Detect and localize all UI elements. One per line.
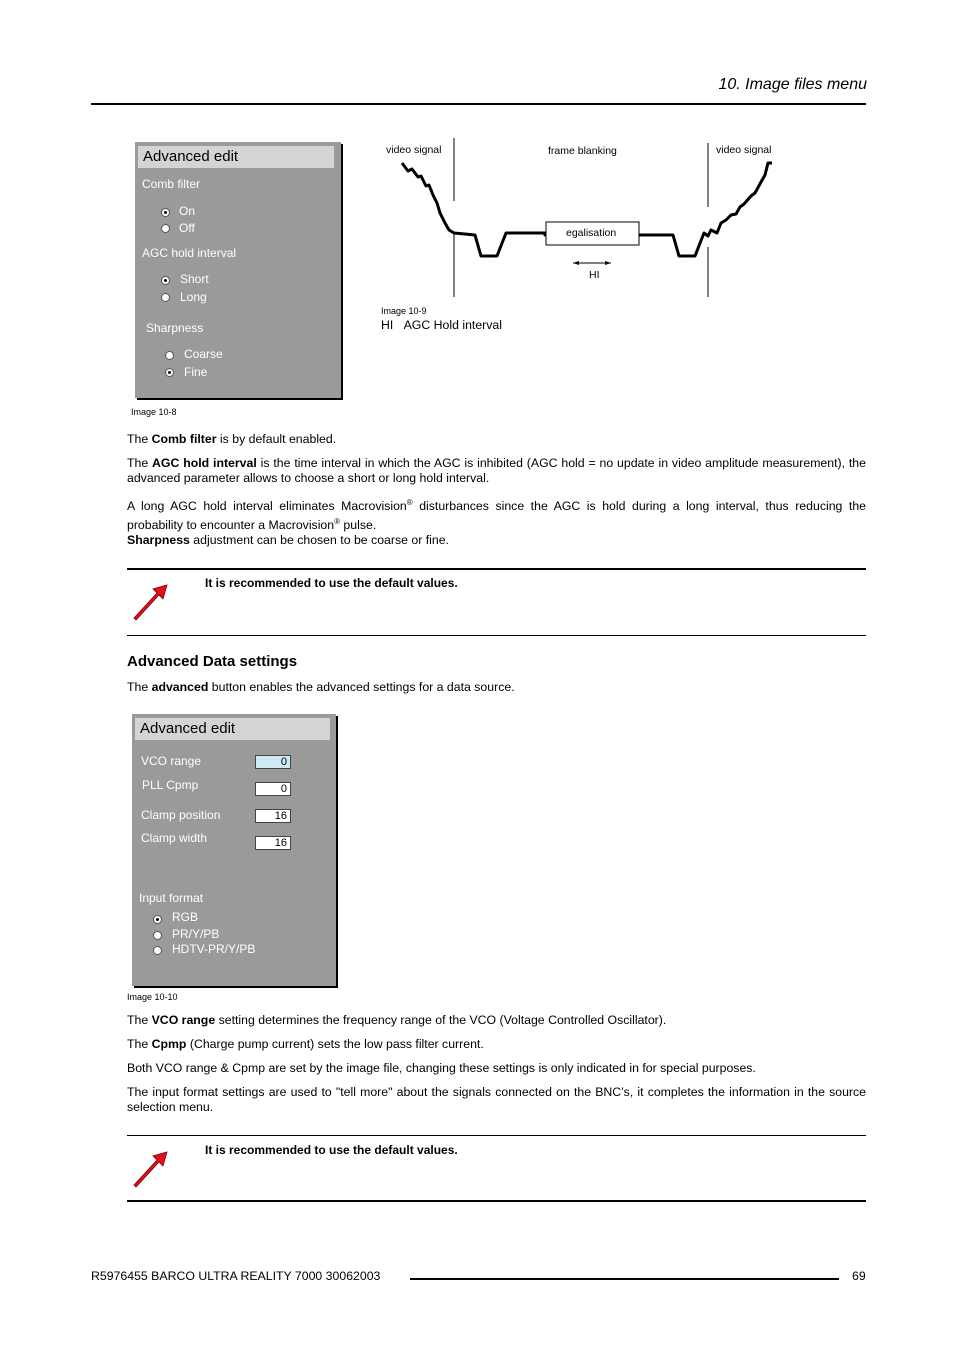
frame-blanking-label: frame blanking xyxy=(548,145,617,157)
egalisation-label: egalisation xyxy=(566,227,617,239)
legend-key: HI xyxy=(381,318,394,332)
video-signal-left-label: video signal xyxy=(386,144,442,156)
note1-text: It is recommended to use the default values. xyxy=(205,576,458,590)
menu-title: Advanced edit xyxy=(138,146,334,168)
video-signal-right-label: video signal xyxy=(716,144,772,156)
comb-filter-off-radio[interactable] xyxy=(161,224,170,233)
pll-cpmp-label: PLL Cpmp xyxy=(142,778,199,792)
footer-doc-id: R5976455 BARCO ULTRA REALITY 7000 30062003 xyxy=(91,1269,381,1283)
sharpness-coarse-label: Coarse xyxy=(184,347,223,361)
input-format-hdtv-radio[interactable] xyxy=(153,946,162,955)
both-settings-paragraph: Both VCO range & Cpmp are set by the image file, changing these settings is only indicated in for special purposes. xyxy=(127,1061,756,1075)
image-caption-10-9: Image 10-9 xyxy=(381,306,427,316)
legend-text: AGC Hold interval xyxy=(403,318,502,332)
agc-hold-label: AGC hold interval xyxy=(142,246,237,260)
comb-filter-on-label: On xyxy=(179,204,196,218)
image-caption-10-8: Image 10-8 xyxy=(131,407,177,417)
note2-bottom-rule xyxy=(127,1200,866,1202)
vco-range-label: VCO range xyxy=(141,754,202,768)
input-format-pr-y-pb-radio[interactable] xyxy=(153,931,162,940)
pll-cpmp-field[interactable]: 0 xyxy=(255,782,291,796)
hi-label: HI xyxy=(589,269,600,281)
hi-arrow-head-right xyxy=(605,261,611,265)
cpmp-paragraph: The Cpmp (Charge pump current) sets the low pass filter current. xyxy=(127,1037,484,1051)
comb-filter-on-radio[interactable] xyxy=(161,208,170,217)
page-number: 69 xyxy=(852,1269,866,1283)
comb-filter-off-label: Off xyxy=(179,221,195,235)
advanced-intro-paragraph: The advanced button enables the advanced settings for a data source. xyxy=(127,680,515,694)
clamp-width-label: Clamp width xyxy=(141,831,208,845)
note1-top-rule xyxy=(127,568,866,570)
comb-filter-label: Comb filter xyxy=(142,177,201,191)
clamp-width-field[interactable]: 16 xyxy=(255,836,291,850)
note-arrow-icon xyxy=(131,583,169,621)
vco-range-field[interactable]: 0 xyxy=(255,755,291,769)
agc-hold-paragraph: The AGC hold interval is the time interval in which the AGC is inhibited (AGC hold = no update in video amplitude measurement), the advanced parameter allows to choose a short or long hold interval. xyxy=(127,456,866,485)
input-format-label: Input format xyxy=(139,891,204,905)
advanced-edit-menu-video xyxy=(135,142,341,398)
hi-arrow-head-left xyxy=(573,261,579,265)
clamp-position-field[interactable]: 16 xyxy=(255,809,291,823)
comb-filter-paragraph: The Comb filter is by default enabled. xyxy=(127,432,337,446)
clamp-position-label: Clamp position xyxy=(141,808,221,822)
vco-range-paragraph: The VCO range setting determines the frequency range of the VCO (Voltage Controlled Oscillator). xyxy=(127,1013,667,1027)
agc-long-label: Long xyxy=(180,290,207,304)
agc-long-radio[interactable] xyxy=(161,293,170,302)
sharpness-fine-radio[interactable] xyxy=(165,368,174,377)
header-rule xyxy=(91,103,866,105)
note1-bottom-rule xyxy=(127,635,866,636)
macrovision-paragraph: A long AGC hold interval eliminates Macrovision® disturbances since the AGC is hold during a long interval, thus reducing the probability to encounter a Macrovision® pulse. xyxy=(127,498,866,533)
note2-top-rule xyxy=(127,1135,866,1136)
diagram-legend xyxy=(381,318,502,332)
section-title: Advanced Data settings xyxy=(127,653,298,670)
input-format-pr-y-pb-label: PR/Y/PB xyxy=(172,927,220,941)
agc-short-radio[interactable] xyxy=(161,276,170,285)
footer-rule xyxy=(410,1278,839,1280)
sharpness-paragraph: Sharpness adjustment can be chosen to be coarse or fine. xyxy=(127,533,449,547)
sharpness-label: Sharpness xyxy=(146,321,204,335)
note-arrow-icon xyxy=(131,1150,169,1188)
sharpness-fine-label: Fine xyxy=(184,365,208,379)
agc-short-label: Short xyxy=(180,272,209,286)
menu-title: Advanced edit xyxy=(135,718,330,740)
input-format-rgb-label: RGB xyxy=(172,910,199,924)
input-format-rgb-radio[interactable] xyxy=(153,915,162,924)
input-format-paragraph: The input format settings are used to "tell more" about the signals connected on the BNC’s, it completes the information in the source selection menu. xyxy=(127,1085,866,1114)
note2-text: It is recommended to use the default values. xyxy=(205,1143,458,1157)
chapter-header: 10. Image files menu xyxy=(718,76,867,93)
advanced-edit-menu-data xyxy=(132,714,336,986)
sharpness-coarse-radio[interactable] xyxy=(165,351,174,360)
input-format-hdtv-label: HDTV-PR/Y/PB xyxy=(172,942,256,956)
agc-signal-diagram xyxy=(375,135,795,310)
image-caption-10-10: Image 10-10 xyxy=(127,992,178,1002)
